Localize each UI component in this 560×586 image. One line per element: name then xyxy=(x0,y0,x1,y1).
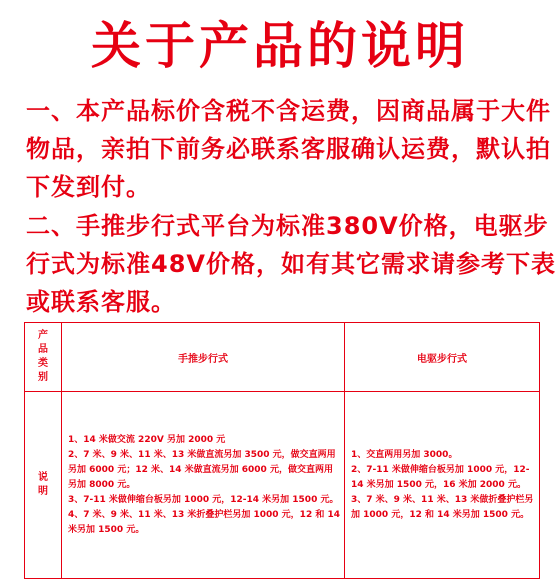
page-title: 关于产品的说明 xyxy=(91,17,469,75)
table-header-row xyxy=(25,323,540,392)
row-label-char: 说 xyxy=(38,472,48,483)
electric-line: 2、7-11 米做伸缩台板另加 1000 元，12-14 米另加 1500 元，16 米加 2000 元。 xyxy=(351,464,530,490)
header-electric: 电驱步行式 xyxy=(345,323,540,392)
manual-line: 3、7-11 米做伸缩台板另加 1000 元，12-14 米另加 1500 元。 xyxy=(68,494,339,505)
header-category xyxy=(25,323,62,392)
header-manual: 手推步行式 xyxy=(62,323,345,392)
pricing-table xyxy=(24,322,540,579)
manual-line: 2、7 米、9 米、11 米、13 米做直流另加 3500 元，做交直两用另加 6000 元；12 米、14 米做直流另加 6000 元，做交直两用另加 8000 元。 xyxy=(68,449,336,490)
row-label-char: 明 xyxy=(38,486,48,497)
electric-line: 3、7 米、9 米、11 米、13 米做折叠护栏另加 1000 元，12 和 14 米另加 1500 元。 xyxy=(351,494,534,520)
row-label xyxy=(25,392,62,579)
note-shipping: 一、本产品标价含税不含运费，因商品属于大件物品，亲拍下前务必联系客服确认运费，默认拍下发到付。 xyxy=(26,97,551,201)
manual-details xyxy=(62,392,345,579)
manual-line: 1、14 米做交流 220V 另加 2000 元 xyxy=(68,434,226,445)
note-voltage: 二、手推步行式平台为标准380V价格，电驱步行式为标准48V价格，如有其它需求请参考下表或联系客服。 xyxy=(26,212,556,316)
table-row xyxy=(25,392,540,579)
electric-line: 1、交直两用另加 3000。 xyxy=(351,449,458,460)
header-category-char: 别 xyxy=(38,372,48,383)
header-category-char: 产 xyxy=(38,330,48,341)
header-category-char: 类 xyxy=(38,358,48,369)
manual-line: 4、7 米、9 米、11 米、13 米折叠护栏另加 1000 元，12 和 14 米另加 1500 元。 xyxy=(68,509,341,535)
electric-details xyxy=(345,392,540,579)
header-category-char: 品 xyxy=(38,344,48,355)
